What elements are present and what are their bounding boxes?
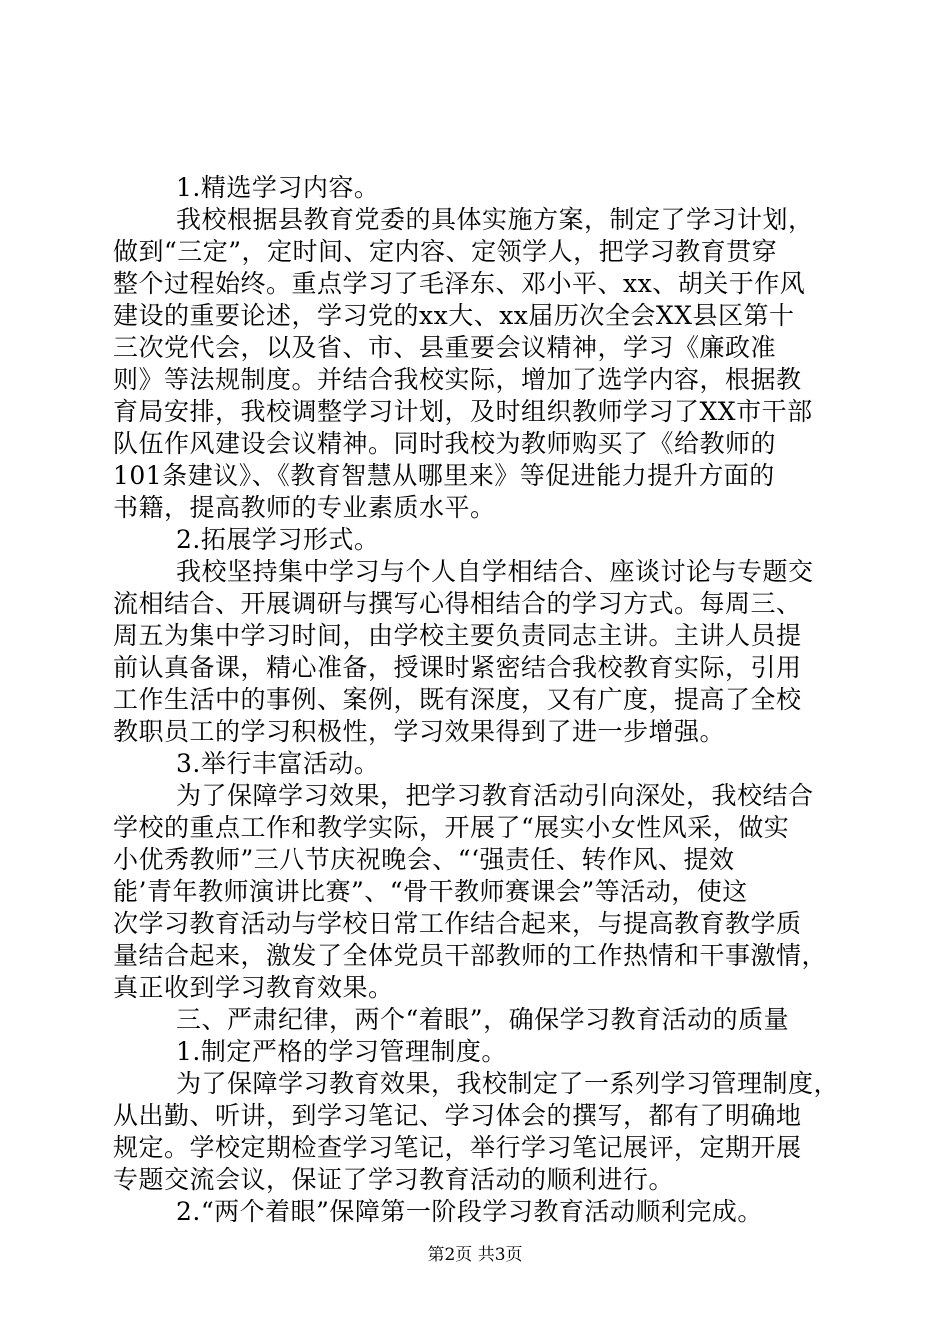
text-line: 量结合起来，激发了全体党员干部教师的工作热情和干事激情，: [113, 941, 828, 970]
page-footer: 第2页 共3页: [427, 1245, 523, 1265]
text-line: 书籍，提高教师的专业素质水平。: [113, 493, 496, 522]
text-line: 2.拓展学习形式。: [176, 525, 380, 554]
text-line: 从出勤、听讲，到学习笔记、学习体会的撰写，都有了明确地: [113, 1101, 802, 1130]
text-line: 1.精选学习内容。: [176, 173, 380, 202]
text-line: 101条建议》、《教育智慧从哪里来》等促进能力提升方面的: [113, 461, 775, 490]
text-line: 三次党代会，以及省、市、县重要会议精神，学习《廉政准: [113, 333, 777, 362]
text-line: 流相结合、开展调研与撰写心得相结合的学习方式。每周三、: [113, 589, 802, 618]
text-line: 真正收到学习教育效果。: [113, 973, 394, 1002]
text-line: 做到“三定”，定时间、定内容、定领学人，把学习教育贯穿: [113, 237, 778, 266]
text-line: 2.“两个着眼”保障第一阶段学习教育活动顺利完成。: [176, 1197, 763, 1226]
text-line: 我校根据县教育党委的具体实施方案，制定了学习计划，: [176, 205, 814, 234]
text-line: 三、严肃纪律，两个“着眼”，确保学习教育活动的质量: [176, 1005, 790, 1034]
text-line: 3.举行丰富活动。: [176, 749, 380, 778]
text-line: 整个过程始终。重点学习了毛泽东、邓小平、xx、胡关于作风: [113, 269, 806, 298]
text-line: 1.制定严格的学习管理制度。: [176, 1037, 507, 1066]
document-body: [113, 172, 843, 1228]
text-line: 周五为集中学习时间，由学校主要负责同志主讲。主讲人员提: [113, 621, 802, 650]
text-line: 建设的重要论述，学习党的xx大、xx届历次全会XX县区第十: [113, 301, 795, 330]
text-line: 能’青年教师演讲比赛”、“骨干教师赛课会”等活动，使这: [113, 877, 748, 906]
text-line: 前认真备课，精心准备，授课时紧密结合我校教育实际，引用: [113, 653, 802, 682]
text-line: 工作生活中的事例、案例，既有深度，又有广度，提高了全校: [113, 685, 802, 714]
text-line: 我校坚持集中学习与个人自学相结合、座谈讨论与专题交: [176, 557, 814, 586]
text-line: 规定。学校定期检查学习笔记，举行学习笔记展评，定期开展: [113, 1133, 802, 1162]
text-line: 队伍作风建设会议精神。同时我校为教师购买了《给教师的: [113, 429, 777, 458]
text-line: 则》等法规制度。并结合我校实际，增加了选学内容，根据教: [113, 365, 802, 394]
text-line: 专题交流会议，保证了学习教育活动的顺利进行。: [113, 1165, 675, 1194]
text-line: 育局安排，我校调整学习计划，及时组织教师学习了XX市干部: [113, 397, 813, 426]
text-line: 次学习教育活动与学校日常工作结合起来，与提高教育教学质: [113, 909, 802, 938]
text-line: 学校的重点工作和教学实际，开展了“展实小女性风采，做实: [113, 813, 790, 842]
text-line: 小优秀教师”三八节庆祝晚会、“‘强责任、转作风、提效: [113, 845, 735, 874]
text-line: 为了保障学习效果，把学习教育活动引向深处，我校结合: [176, 781, 814, 810]
text-line: 为了保障学习教育效果，我校制定了一系列学习管理制度，: [176, 1069, 840, 1098]
text-line: 教职员工的学习积极性，学习效果得到了进一步增强。: [113, 717, 726, 746]
